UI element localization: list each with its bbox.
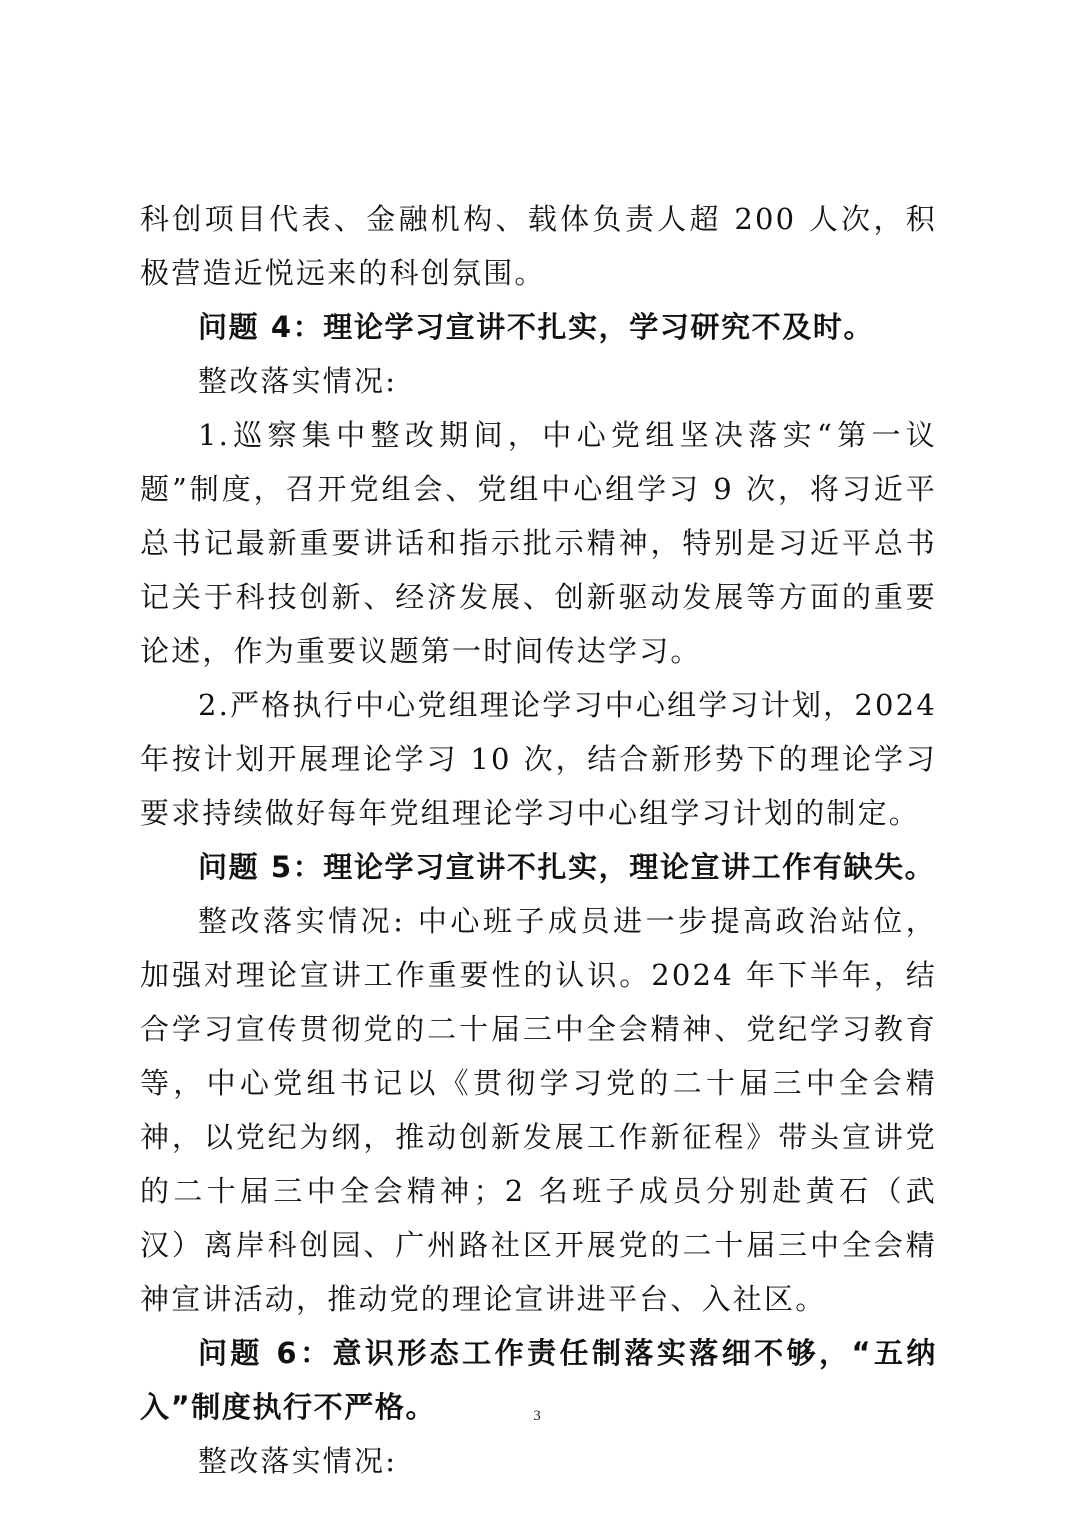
- rectification-item-1: 1.巡察集中整改期间，中心党组坚决落实“第一议题”制度，召开党组会、党组中心组学习 9 次，将习近平总书记最新重要讲话和指示批示精神，特别是习近平总书记关于科技创新、经济发展、创新驱动发展等方面的重要论述，作为重要议题第一时间传达学习。: [140, 418, 937, 668]
- document-body: [140, 192, 937, 1488]
- paragraph-continuation: 科创项目代表、金融机构、载体负责人超 200 人次，积极营造近悦远来的科创氛围。: [140, 202, 937, 290]
- rectification-paragraph: 整改落实情况: 中心班子成员进一步提高政治站位，加强对理论宣讲工作重要性的认识。2024 年下半年，结合学习宣传贯彻党的二十届三中全会精神、党纪学习教育等，中心党组书记以《贯彻学习党的二十届三中全会精神，以党纪为纲，推动创新发展工作新征程》带头宣讲党的二十届三中全会精神；2 名班子成员分别赴黄石（武汉）离岸科创园、广州路社区开展党的二十届三中全会精神宣讲活动，推动党的理论宣讲进平台、入社区。: [140, 904, 937, 1316]
- page-number: 3: [533, 1408, 541, 1424]
- rectification-label: 整改落实情况:: [198, 1444, 398, 1478]
- rectification-label: 整改落实情况:: [198, 364, 398, 398]
- rectification-item-2: 2.严格执行中心党组理论学习中心组学习计划，2024 年按计划开展理论学习 10 次，结合新形势下的理论学习要求持续做好每年党组理论学习中心组学习计划的制定。: [140, 688, 937, 830]
- issue-heading-5: 问题 5：理论学习宣讲不扎实，理论宣讲工作有缺失。: [198, 850, 936, 884]
- issue-heading-6: 问题 6：意识形态工作责任制落实落细不够，“五纳入”制度执行不严格。: [140, 1336, 937, 1424]
- issue-heading-4: 问题 4：理论学习宣讲不扎实，学习研究不及时。: [198, 310, 875, 344]
